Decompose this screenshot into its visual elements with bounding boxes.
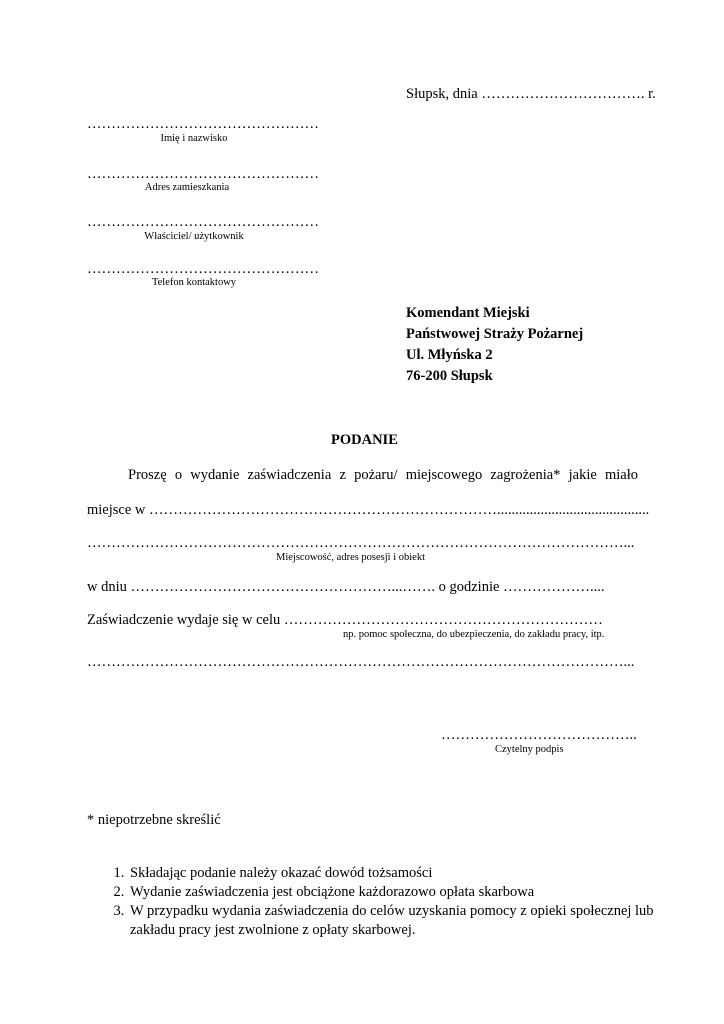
owner-dotted-line: …………………………………………	[87, 214, 319, 230]
phone-label: Telefon kontaktowy	[151, 277, 237, 288]
date-time-line: w dniu ………………………………………………...……. o godzinie ………………....	[87, 579, 605, 595]
request-line-2: miejsce w ………………………………………………………………..........................................	[87, 502, 650, 518]
note-item: 1. Składając podanie należy okazać dowód tożsamości	[128, 864, 688, 883]
signature-dotted-line: …………………………………..	[441, 727, 637, 743]
phone-dotted-line: …………………………………………	[87, 261, 319, 277]
notes-list	[88, 864, 688, 940]
note-item: 3. W przypadku wydania zaświadczenia do celów uzyskania pomocy z opieki społecznej lub zakładu pracy jest zwolnione z opłaty skarbowej.	[128, 902, 688, 940]
document-title: PODANIE	[331, 432, 398, 448]
recipient-line-3: Ul. Młyńska 2	[406, 347, 493, 363]
purpose-line-2: …………………………………………………………………………………………………...	[87, 654, 635, 670]
owner-label: Właściciel/ użytkownik	[144, 231, 244, 242]
note-item: 2. Wydanie zaświadczenia jest obciążone każdorazowo opłata skarbowa	[128, 883, 688, 902]
recipient-block	[406, 303, 583, 387]
recipient-line-2: Państwowej Straży Pożarnej	[406, 326, 584, 342]
name-dotted-line: …………………………………………	[87, 116, 319, 132]
recipient-line-1: Komendant Miejski	[406, 305, 530, 321]
location-hint: Miejscowość, adres posesji i obiekt	[276, 552, 426, 563]
request-line-3: …………………………………………………………………………………………………...	[87, 535, 635, 551]
name-label: Imię i nazwisko	[160, 133, 228, 144]
signature-label: Czytelny podpis	[495, 744, 564, 755]
purpose-hint: np. pomoc społeczna, do ubezpieczenia, do zakładu pracy, itp.	[343, 629, 605, 640]
request-line-1: Proszę o wydanie zaświadczenia z pożaru/ miejscowego zagrożenia* jakie miało	[128, 467, 638, 483]
place-date-line: Słupsk, dnia ……………………………. r.	[406, 86, 656, 102]
purpose-line: Zaświadczenie wydaje się w celu …………………………………………………………	[87, 612, 603, 628]
address-dotted-line: …………………………………………	[87, 166, 319, 182]
footnote: * niepotrzebne skreślić	[87, 812, 221, 828]
recipient-line-4: 76-200 Słupsk	[406, 368, 493, 384]
address-label: Adres zamieszkania	[144, 182, 230, 193]
